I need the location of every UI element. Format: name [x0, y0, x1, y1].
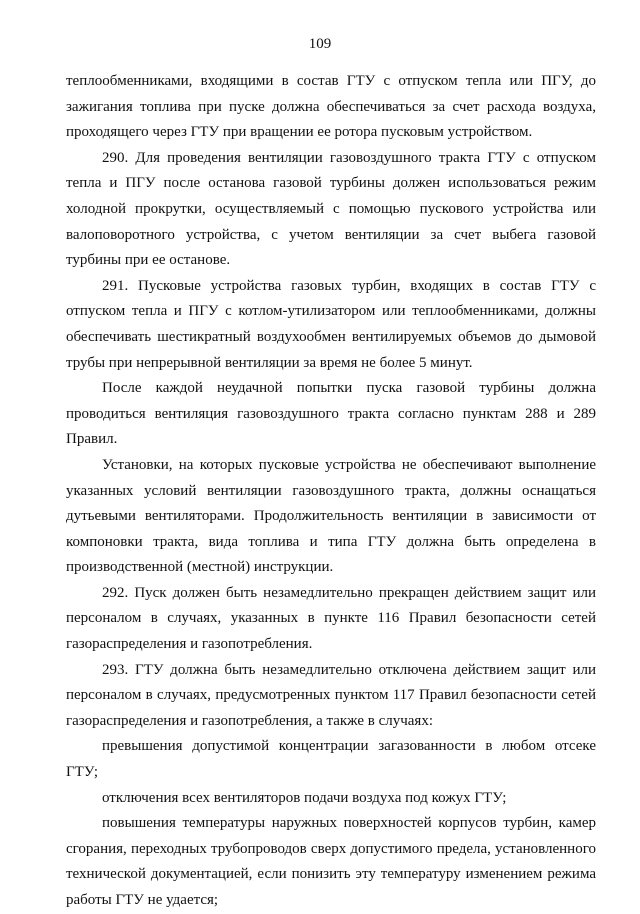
body-text [66, 69, 596, 914]
paragraph-continuation: теплообменниками, входящими в состав ГТУ с отпуском тепла или ПГУ, до зажигания топлива при пуске должна обеспечиваться за счет расхода воздуха, проходящего через ГТУ при вращении ее ротора пусковым устройством. [66, 73, 596, 141]
paragraph-292: 292. Пуск должен быть незамедлительно прекращен действием защит или персоналом в случаях, указанных в пункте 116 Правил безопасности сетей газораспределения и газопотребления. [66, 584, 596, 653]
list-item-temperature: повышения температуры наружных поверхностей корпусов турбин, камер сгорания, переходных трубопроводов сверх допустимого предела, установленного технической документацией, если понизить эту температуру изменением режима работы ГТУ не удается; [66, 815, 596, 908]
list-item-gas-concentration: превышения допустимой концентрации загазованности в любом отсеке ГТУ; [66, 738, 596, 781]
paragraph-290: 290. Для проведения вентиляции газовоздушного тракта ГТУ с отпуском тепла и ПГУ после останова газовой турбины должен использоваться режим холодной прокрутки, осуществляемый с помощью пускового устройства или валоповоротного устройства, с учетом вентиляции за счет выбега газовой турбины при ее останове. [66, 149, 596, 269]
paragraph-293: 293. ГТУ должна быть незамедлительно отключена действием защит или персоналом в случаях, предусмотренных пунктом 117 Правил безопасности сетей газораспределения и газопотребления, а также в случаях: [66, 661, 596, 729]
paragraph-blower-fans: Установки, на которых пусковые устройства не обеспечивают выполнение указанных условий вентиляции газовоздушного тракта, должны оснащаться дутьевыми вентиляторами. Продолжительность вентиляции в зависимости от компоновки тракта, вида топлива и типа ГТУ должна быть определена в производственной (местной) инструкции. [66, 456, 596, 576]
list-item-fans-off: отключения всех вентиляторов подачи воздуха под кожух ГТУ; [102, 789, 507, 806]
paragraph-291: 291. Пусковые устройства газовых турбин, входящих в состав ГТУ с отпуском тепла и ПГУ с котлом-утилизатором или теплообменниками, должны обеспечивать шестикратный воздухообмен вентилируемых объемов до дымовой трубы при непрерывной вентиляции за время не более 5 минут. [66, 277, 596, 371]
page-number: 109 [308, 36, 332, 52]
paragraph-ventilation-after-failed-start: После каждой неудачной попытки пуска газовой турбины должна проводиться вентиляция газовоздушного тракта согласно пунктам 288 и 289 Правил. [66, 380, 596, 448]
